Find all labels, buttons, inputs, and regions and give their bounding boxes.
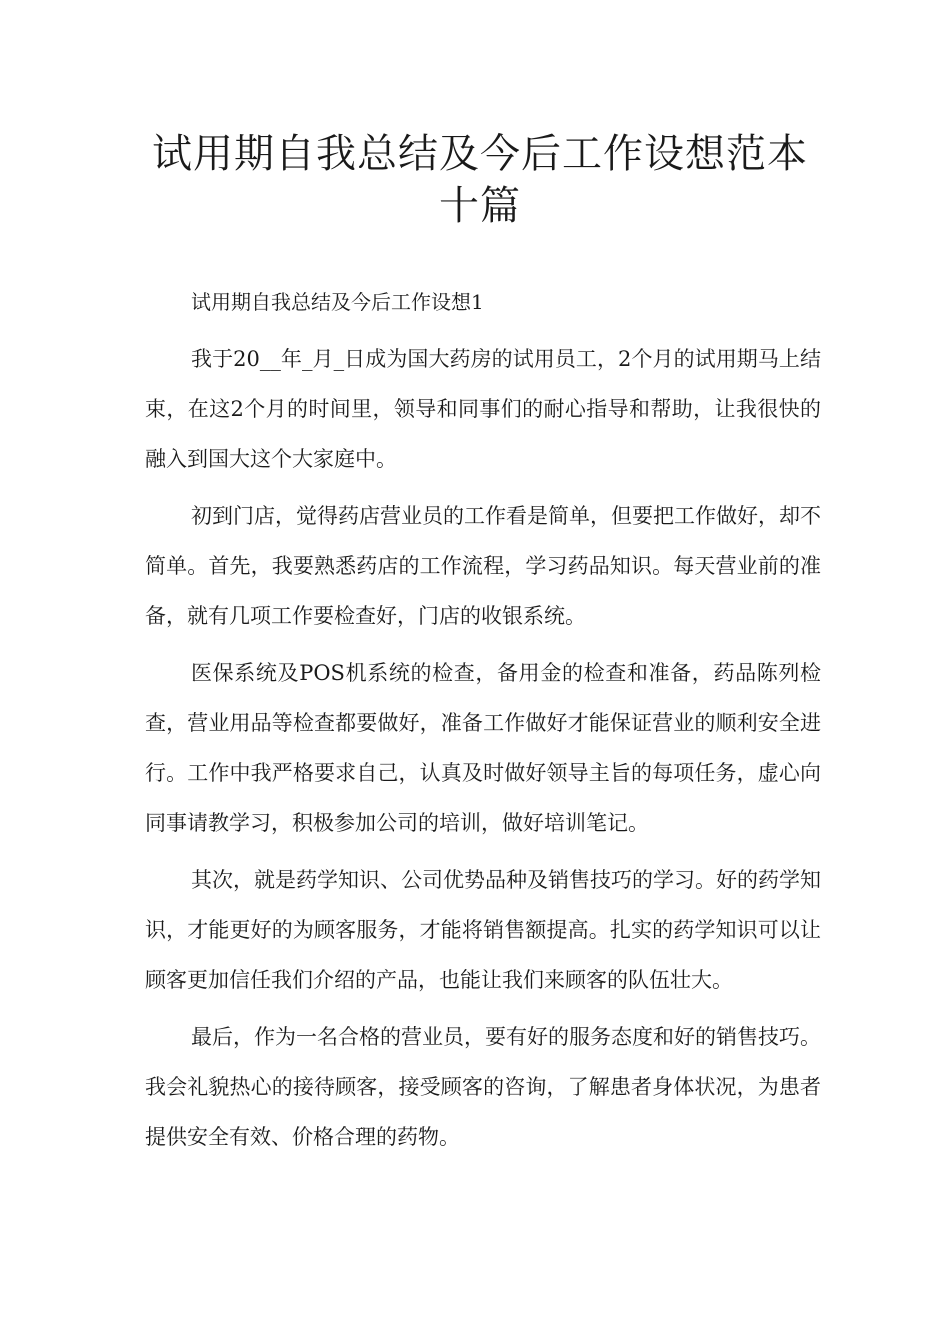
section-heading: 试用期自我总结及今后工作设想1 (191, 290, 484, 314)
paragraph-1: 我于20__年_月_日成为国大药房的试用员工，2个月的试用期马上结束，在这2个月的时间里，领导和同事们的耐心指导和帮助，让我很快的融入到国大这个大家庭中。 (145, 347, 821, 471)
paragraph-2: 初到门店，觉得药店营业员的工作看是简单，但要把工作做好，却不简单。首先，我要熟悉药店的工作流程，学习药品知识。每天营业前的准备，就有几项工作要检查好，门店的收银系统。 (145, 504, 821, 628)
document-body (145, 277, 821, 1169)
document-title: 试用期自我总结及今后工作设想范本十篇 (152, 131, 808, 229)
paragraph-3: 医保系统及POS机系统的检查，备用金的检查和准备，药品陈列检查，营业用品等检查都要做好，准备工作做好才能保证营业的顺利安全进行。工作中我严格要求自己，认真及时做好领导主旨的每项任务，虚心向同事请教学习，积极参加公司的培训，做好培训笔记。 (145, 661, 821, 835)
paragraph-5: 最后，作为一名合格的营业员，要有好的服务态度和好的销售技巧。我会礼貌热心的接待顾客，接受顾客的咨询，了解患者身体状况，为患者提供安全有效、价格合理的药物。 (145, 1025, 821, 1149)
paragraph-4: 其次，就是药学知识、公司优势品种及销售技巧的学习。好的药学知识，才能更好的为顾客服务，才能将销售额提高。扎实的药学知识可以让顾客更加信任我们介绍的产品，也能让我们来顾客的队伍壮大。 (145, 868, 821, 992)
